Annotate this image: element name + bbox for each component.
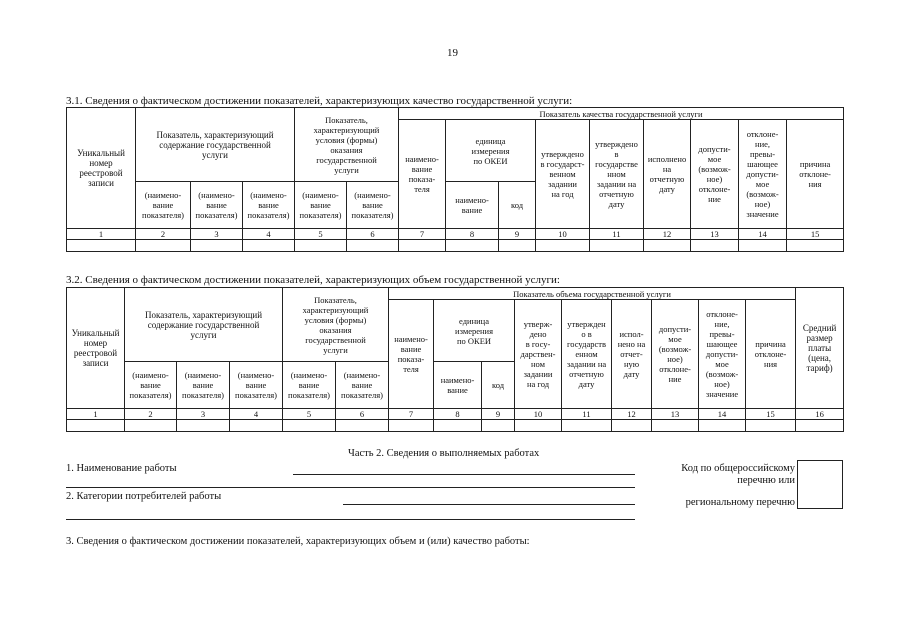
table-row: [67, 240, 844, 252]
header-exceeding-deviation: отклоне- ние, превы- шающее допусти- мое (возмож- ное) значение: [739, 120, 787, 229]
part-2-title: Часть 2. Сведения о выполняемых работах: [348, 448, 540, 459]
subheader-indicator-name: (наимено- вание показателя): [347, 182, 399, 229]
column-number: 7: [399, 229, 446, 240]
column-number: 10: [515, 409, 562, 420]
subheader-unit-code: код: [482, 362, 515, 409]
column-number: 12: [644, 229, 691, 240]
header-approved-date: утверждено в государстве нном задании на отчетную дату: [590, 120, 644, 229]
column-number: 1: [67, 229, 136, 240]
header-quality-group: Показатель качества государственной услуги: [399, 108, 844, 120]
subheader-indicator-name: (наимено- вание показателя): [191, 182, 243, 229]
column-number: 15: [787, 229, 844, 240]
header-content-indicator: Показатель, характеризующий содержание государственной услуги: [125, 288, 283, 362]
column-number: 7: [389, 409, 434, 420]
code-label-line-3: региональному перечню: [685, 497, 795, 508]
header-deviation-reason: причина отклоне- ния: [787, 120, 844, 229]
header-unique-number: Уникальный номер реестровой записи: [67, 288, 125, 409]
column-numbers-row: [67, 409, 844, 420]
header-unit: единица измерения по ОКЕИ: [446, 120, 536, 182]
code-label: [640, 463, 795, 487]
code-label-line-1: Код по общероссийскому: [681, 463, 795, 474]
quality-table: [66, 107, 844, 252]
column-number: 4: [230, 409, 283, 420]
column-number: 1: [67, 409, 125, 420]
column-number: 14: [699, 409, 746, 420]
column-number: 11: [562, 409, 612, 420]
subheader-indicator-name: (наимено- вание показателя): [230, 362, 283, 409]
code-box[interactable]: [797, 460, 843, 509]
column-number: 8: [434, 409, 482, 420]
column-number: 5: [295, 229, 347, 240]
header-executed: испол- нено на отчет-ную дату: [612, 300, 652, 409]
header-executed: исполнено на отчетную дату: [644, 120, 691, 229]
subheader-indicator-name: (наимено- вание показателя): [125, 362, 177, 409]
section-3-2-title: 3.2. Сведения о фактическом достижении показателей, характеризующих объем государственной услуги:: [66, 274, 560, 286]
column-number: 16: [796, 409, 844, 420]
header-condition-indicator: Показатель, характеризующий условия (формы) оказания государственной услуги: [295, 108, 399, 182]
column-number: 10: [536, 229, 590, 240]
column-number: 13: [691, 229, 739, 240]
header-exceeding-deviation: отклоне- ние, превы- шающее допусти- мое (возмож- ное) значение: [699, 300, 746, 409]
code-label-line-2: перечню или: [737, 475, 795, 486]
subheader-indicator-name: (наимено- вание показателя): [283, 362, 336, 409]
subheader-indicator-name: (наимено- вание показателя): [177, 362, 230, 409]
header-unique-number: Уникальный номер реестровой записи: [67, 108, 136, 229]
consumers-line-2: [66, 519, 635, 520]
header-deviation-reason: причина отклоне- ния: [746, 300, 796, 409]
column-number: 4: [243, 229, 295, 240]
work-name-line-2: [66, 487, 635, 488]
header-indicator-name: наимено- вание показа- теля: [399, 120, 446, 229]
column-number: 5: [283, 409, 336, 420]
header-approved-year: утверждено в государст- венном задании на год: [536, 120, 590, 229]
column-number: 8: [446, 229, 499, 240]
subheader-indicator-name: (наимено- вание показателя): [136, 182, 191, 229]
subheader-unit-name: наимено- вание: [434, 362, 482, 409]
header-volume-group: Показатель объема государственной услуги: [389, 288, 796, 300]
column-number: 9: [482, 409, 515, 420]
column-numbers-row: [67, 229, 844, 240]
header-condition-indicator: Показатель, характеризующий условия (формы) оказания государственной услуги: [283, 288, 389, 362]
column-number: 12: [612, 409, 652, 420]
work-name-label: 1. Наименование работы: [66, 463, 177, 474]
subheader-indicator-name: (наимено- вание показателя): [243, 182, 295, 229]
section-3-work-title: 3. Сведения о фактическом достижении показателей, характеризующих объем и (или) качество работы:: [66, 536, 530, 547]
column-number: 3: [191, 229, 243, 240]
column-number: 3: [177, 409, 230, 420]
header-average-fee: Средний размер платы (цена, тариф): [796, 288, 844, 409]
column-number: 2: [136, 229, 191, 240]
column-number: 15: [746, 409, 796, 420]
subheader-unit-name: наимено- вание: [446, 182, 499, 229]
header-content-indicator: Показатель, характеризующий содержание государственной услуги: [136, 108, 295, 182]
consumers-line: [343, 504, 635, 505]
subheader-indicator-name: (наимено- вание показателя): [295, 182, 347, 229]
subheader-indicator-name: (наимено- вание показателя): [336, 362, 389, 409]
header-approved-date: утвержден о в государств енном задании на отчетную дату: [562, 300, 612, 409]
header-allowed-deviation: допусти- мое (возмож- ное) отклоне- ние: [691, 120, 739, 229]
column-number: 2: [125, 409, 177, 420]
column-number: 6: [336, 409, 389, 420]
consumers-label: 2. Категории потребителей работы: [66, 491, 222, 502]
column-number: 11: [590, 229, 644, 240]
header-allowed-deviation: допусти- мое (возмож- ное) отклоне- ние: [652, 300, 699, 409]
subheader-unit-code: код: [499, 182, 536, 229]
section-3-1-title: 3.1. Сведения о фактическом достижении показателей, характеризующих качество государственной услуги:: [66, 95, 573, 107]
column-number: 9: [499, 229, 536, 240]
page-number: 19: [447, 47, 458, 59]
header-unit: единица измерения по ОКЕИ: [434, 300, 515, 362]
column-number: 6: [347, 229, 399, 240]
header-indicator-name: наимено- вание показа- теля: [389, 300, 434, 409]
column-number: 14: [739, 229, 787, 240]
work-name-line: [293, 474, 635, 475]
header-approved-year: утверж- дено в госу- дарствен- ном задании на год: [515, 300, 562, 409]
volume-table: [66, 287, 844, 432]
table-row: [67, 420, 844, 432]
column-number: 13: [652, 409, 699, 420]
